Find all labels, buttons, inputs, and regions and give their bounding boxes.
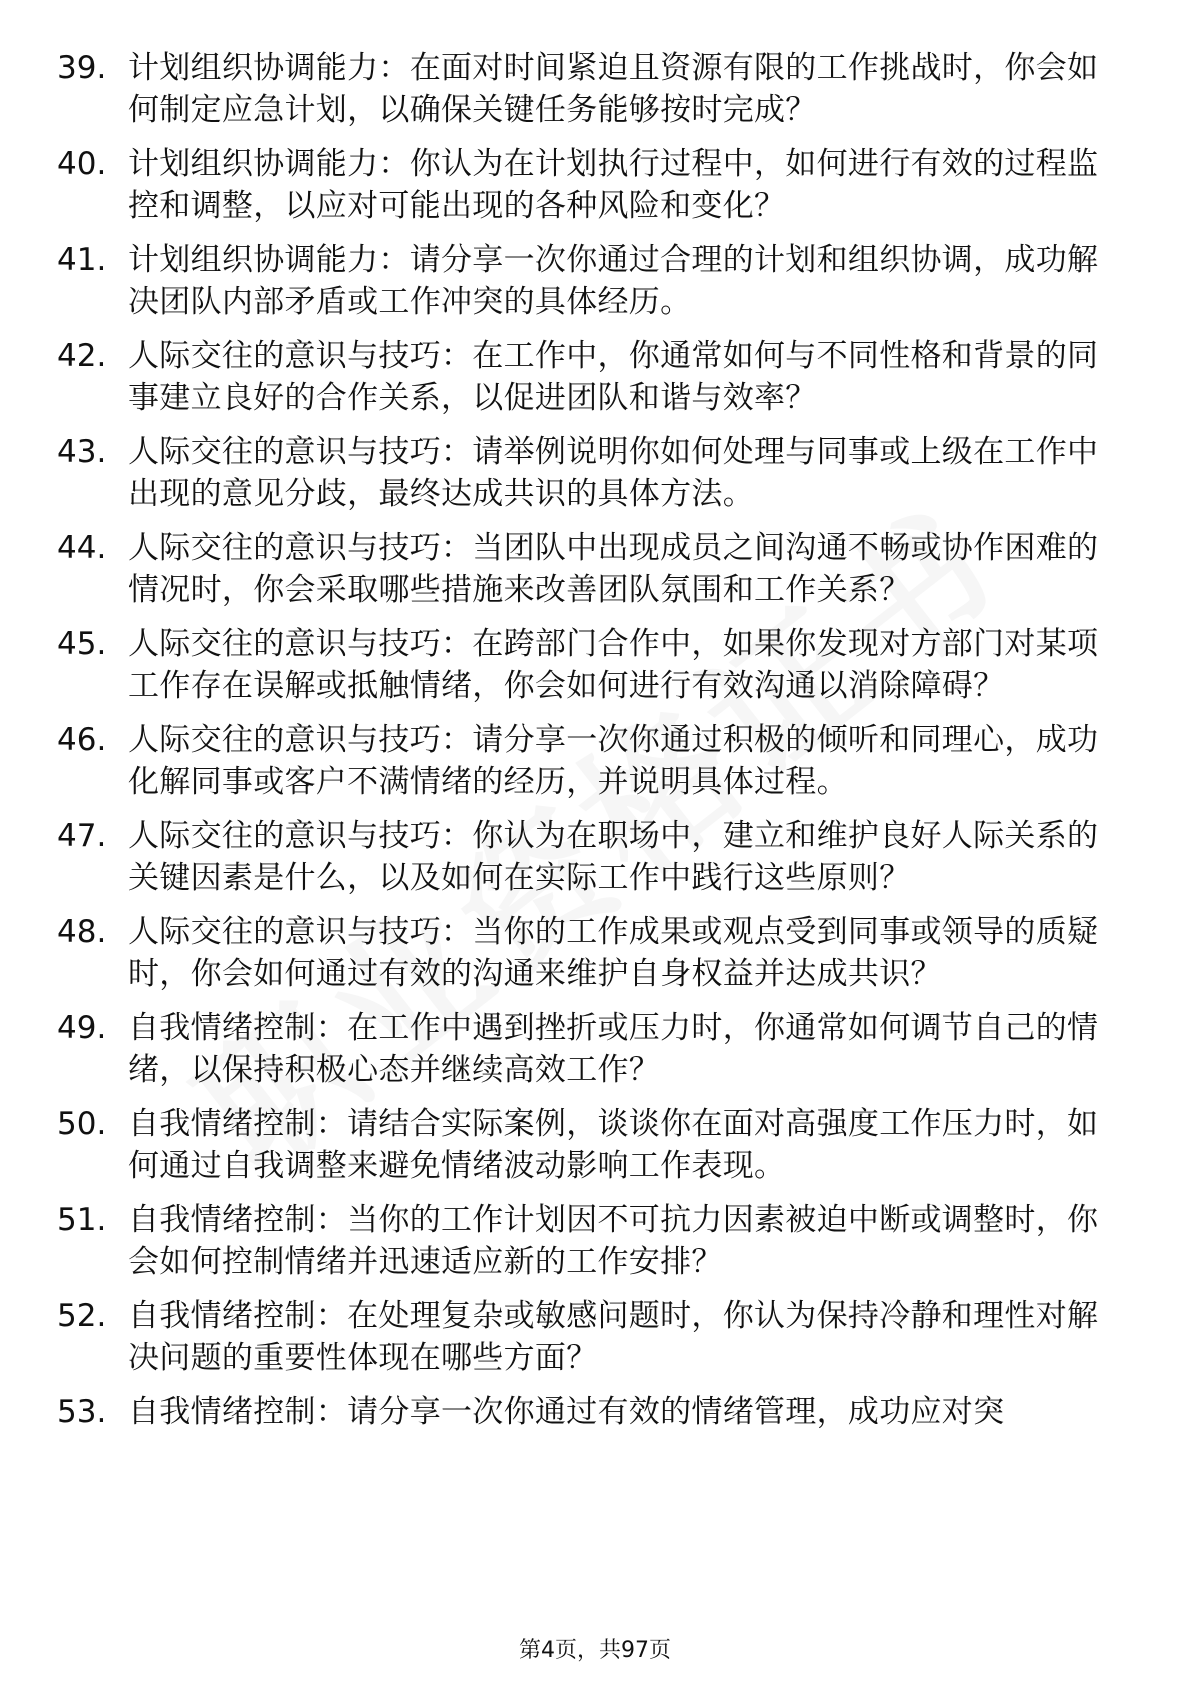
question-text: 自我情绪控制：当你的工作计划因不可抗力因素被迫中断或调整时，你会如何控制情绪并迅速适应新的工作安排？ <box>128 1202 1099 1280</box>
question-text: 人际交往的意识与技巧：请举例说明你如何处理与同事或上级在工作中出现的意见分歧，最终达成共识的具体方法。 <box>128 434 1099 512</box>
question-number: 51. <box>57 1202 107 1238</box>
question-list <box>0 47 1190 1445</box>
question-number: 39. <box>57 50 107 86</box>
question-text: 计划组织协调能力：请分享一次你通过合理的计划和组织协调，成功解决团队内部矛盾或工作冲突的具体经历。 <box>128 242 1099 320</box>
question-item <box>0 1391 1190 1433</box>
question-item <box>0 527 1190 611</box>
question-text: 计划组织协调能力：你认为在计划执行过程中，如何进行有效的过程监控和调整，以应对可能出现的各种风险和变化？ <box>128 146 1099 224</box>
question-text: 自我情绪控制：在处理复杂或敏感问题时，你认为保持冷静和理性对解决问题的重要性体现在哪些方面？ <box>128 1298 1099 1376</box>
question-item <box>0 719 1190 803</box>
question-item <box>0 623 1190 707</box>
question-item <box>0 911 1190 995</box>
page-number: 第4页，共97页 <box>519 1638 671 1663</box>
question-number: 48. <box>57 914 107 950</box>
question-item <box>0 431 1190 515</box>
question-number: 43. <box>57 434 107 470</box>
question-item <box>0 1007 1190 1091</box>
question-text: 自我情绪控制：请结合实际案例，谈谈你在面对高强度工作压力时，如何通过自我调整来避免情绪波动影响工作表现。 <box>128 1106 1099 1184</box>
question-item <box>0 143 1190 227</box>
page-footer <box>0 1636 1190 1666</box>
question-number: 50. <box>57 1106 107 1142</box>
question-number: 40. <box>57 146 107 182</box>
question-item <box>0 239 1190 323</box>
question-number: 46. <box>57 722 107 758</box>
question-text: 自我情绪控制：请分享一次你通过有效的情绪管理，成功应对突 <box>128 1394 1005 1430</box>
question-text: 人际交往的意识与技巧：你认为在职场中，建立和维护良好人际关系的关键因素是什么，以及如何在实际工作中践行这些原则？ <box>128 818 1099 896</box>
question-text: 人际交往的意识与技巧：当你的工作成果或观点受到同事或领导的质疑时，你会如何通过有效的沟通来维护自身权益并达成共识？ <box>128 914 1099 992</box>
question-item <box>0 1295 1190 1379</box>
question-number: 47. <box>57 818 107 854</box>
question-item <box>0 335 1190 419</box>
question-number: 53. <box>57 1394 107 1430</box>
question-item <box>0 47 1190 131</box>
question-number: 42. <box>57 338 107 374</box>
question-text: 人际交往的意识与技巧：在跨部门合作中，如果你发现对方部门对某项工作存在误解或抵触情绪，你会如何进行有效沟通以消除障碍？ <box>128 626 1099 704</box>
question-number: 41. <box>57 242 107 278</box>
question-item <box>0 1103 1190 1187</box>
question-text: 自我情绪控制：在工作中遇到挫折或压力时，你通常如何调节自己的情绪，以保持积极心态并继续高效工作？ <box>128 1010 1099 1088</box>
question-number: 52. <box>57 1298 107 1334</box>
question-number: 45. <box>57 626 107 662</box>
question-item <box>0 1199 1190 1283</box>
question-text: 人际交往的意识与技巧：在工作中，你通常如何与不同性格和背景的同事建立良好的合作关系，以促进团队和谐与效率？ <box>128 338 1099 416</box>
question-text: 计划组织协调能力：在面对时间紧迫且资源有限的工作挑战时，你会如何制定应急计划，以确保关键任务能够按时完成？ <box>128 50 1099 128</box>
question-text: 人际交往的意识与技巧：请分享一次你通过积极的倾听和同理心，成功化解同事或客户不满情绪的经历，并说明具体过程。 <box>128 722 1099 800</box>
question-text: 人际交往的意识与技巧：当团队中出现成员之间沟通不畅或协作困难的情况时，你会采取哪些措施来改善团队氛围和工作关系？ <box>128 530 1099 608</box>
question-number: 49. <box>57 1010 107 1046</box>
question-item <box>0 815 1190 899</box>
question-number: 44. <box>57 530 107 566</box>
